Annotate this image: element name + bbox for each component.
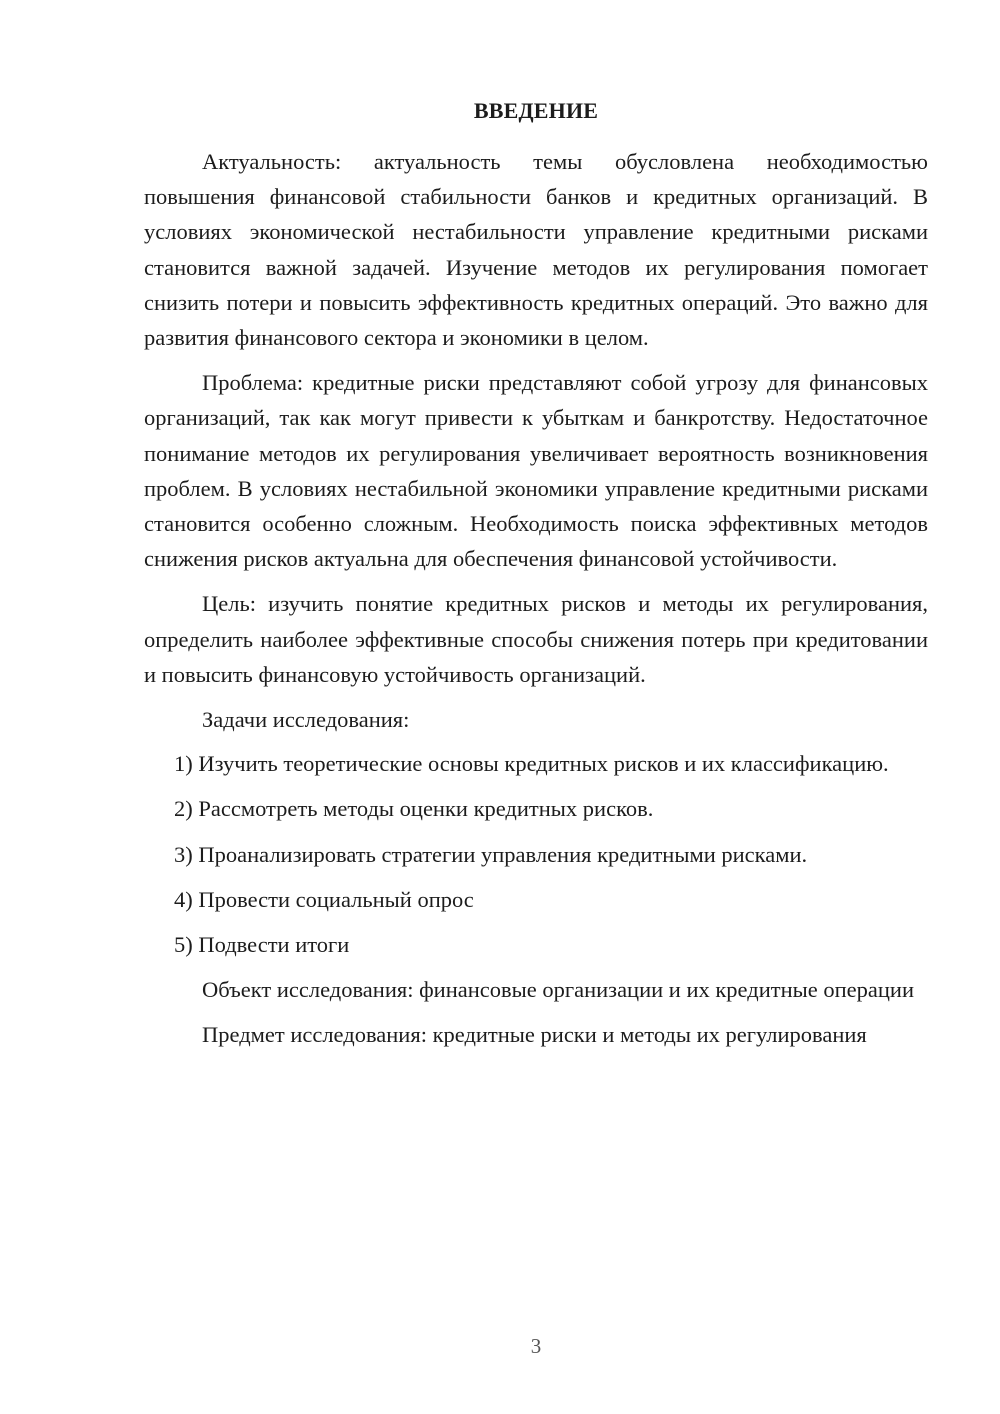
paragraph-subject: Предмет исследования: кредитные риски и методы их регулирования xyxy=(202,1022,867,1048)
task-item: 5) Подвести итоги xyxy=(174,932,350,958)
paragraph-goal: Цель: изучить понятие кредитных рисков и методы их регулирования, определить наиболее эффективные способы снижения потерь при кредитовании и повысить финансовую устойчивость организаций. xyxy=(144,591,928,687)
task-item: 1) Изучить теоретические основы кредитных рисков и их классификацию. xyxy=(174,751,889,777)
page-number: 3 xyxy=(530,1334,542,1358)
task-list xyxy=(144,746,928,962)
page-content xyxy=(144,96,928,1063)
paragraph-object: Объект исследования: финансовые организации и их кредитные операции xyxy=(202,977,914,1003)
section-heading: ВВЕДЕНИЕ xyxy=(473,98,599,123)
task-item: 2) Рассмотреть методы оценки кредитных рисков. xyxy=(174,796,654,822)
task-item: 3) Проанализировать стратегии управления кредитными рисками. xyxy=(174,841,808,867)
paragraph-problem: Проблема: кредитные риски представляют собой угрозу для финансовых организаций, так как могут привести к убыткам и банкротству. Недостаточное понимание методов их регулирования увеличивает вероятность возникновения проблем. В условиях нестабильной экономики управление кредитными рисками становится особенно сложным. Необходимость поиска эффективных методов снижения рисков актуальна для обеспечения финансовой устойчивости. xyxy=(144,370,928,572)
paragraph-relevance: Актуальность: актуальность темы обусловлена необходимостью повышения финансовой стабильности банков и кредитных организаций. В условиях экономической нестабильности управление кредитными рисками становится важной задачей. Изучение методов их регулирования помогает снизить потери и повысить эффективность кредитных операций. Это важно для развития финансового сектора и экономики в целом. xyxy=(144,149,928,351)
paragraph-tasks-intro: Задачи исследования: xyxy=(202,707,410,733)
task-item: 4) Провести социальный опрос xyxy=(174,886,474,912)
